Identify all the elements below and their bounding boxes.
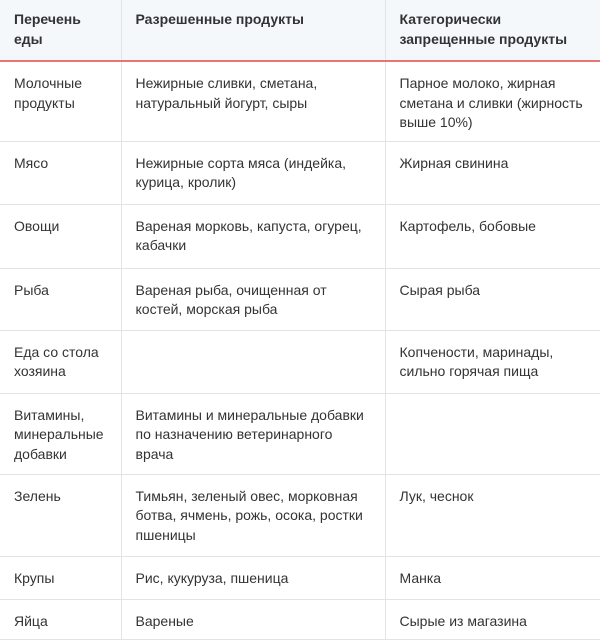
cell-forbidden: Манка (385, 556, 600, 599)
cell-food: Витамины, минеральные добавки (0, 393, 121, 474)
cell-food: Рыба (0, 268, 121, 330)
cell-allowed (121, 330, 385, 393)
cell-food: Зелень (0, 474, 121, 556)
table-row (0, 393, 600, 474)
table-row (0, 599, 600, 639)
cell-food: Овощи (0, 204, 121, 268)
cell-forbidden: Сырая рыба (385, 268, 600, 330)
cell-forbidden (385, 393, 600, 474)
table-row (0, 330, 600, 393)
table-header-row (0, 0, 600, 61)
cell-food: Еда со стола хозяина (0, 330, 121, 393)
table-row (0, 204, 600, 268)
cell-forbidden: Картофель, бобовые (385, 204, 600, 268)
table-row (0, 268, 600, 330)
header-forbidden-products: Категорически запрещенные продукты (385, 0, 600, 61)
cell-forbidden: Парное молоко, жирная сметана и сливки (жирность выше 10%) (385, 61, 600, 141)
table-row (0, 141, 600, 204)
cell-forbidden: Копчености, маринады, сильно горячая пища (385, 330, 600, 393)
cell-allowed: Вареные (121, 599, 385, 639)
cell-food: Мясо (0, 141, 121, 204)
table-row (0, 61, 600, 141)
cell-forbidden: Лук, чеснок (385, 474, 600, 556)
table-row (0, 556, 600, 599)
cell-allowed: Рис, кукуруза, пшеница (121, 556, 385, 599)
cell-food: Молочные продукты (0, 61, 121, 141)
header-food-list: Перечень еды (0, 0, 121, 61)
cell-allowed: Нежирные сливки, сметана, натуральный йогурт, сыры (121, 61, 385, 141)
table-row (0, 474, 600, 556)
cell-allowed: Нежирные сорта мяса (индейка, курица, кролик) (121, 141, 385, 204)
cell-forbidden: Сырые из магазина (385, 599, 600, 639)
cell-allowed: Вареная морковь, капуста, огурец, кабачки (121, 204, 385, 268)
cell-allowed: Вареная рыба, очищенная от костей, морская рыба (121, 268, 385, 330)
header-allowed-products: Разрешенные продукты (121, 0, 385, 61)
cell-allowed: Тимьян, зеленый овес, морковная ботва, ячмень, рожь, осока, ростки пшеницы (121, 474, 385, 556)
cell-allowed: Витамины и минеральные добавки по назначению ветеринарного врача (121, 393, 385, 474)
cell-food: Яйца (0, 599, 121, 639)
cell-food: Крупы (0, 556, 121, 599)
cell-forbidden: Жирная свинина (385, 141, 600, 204)
